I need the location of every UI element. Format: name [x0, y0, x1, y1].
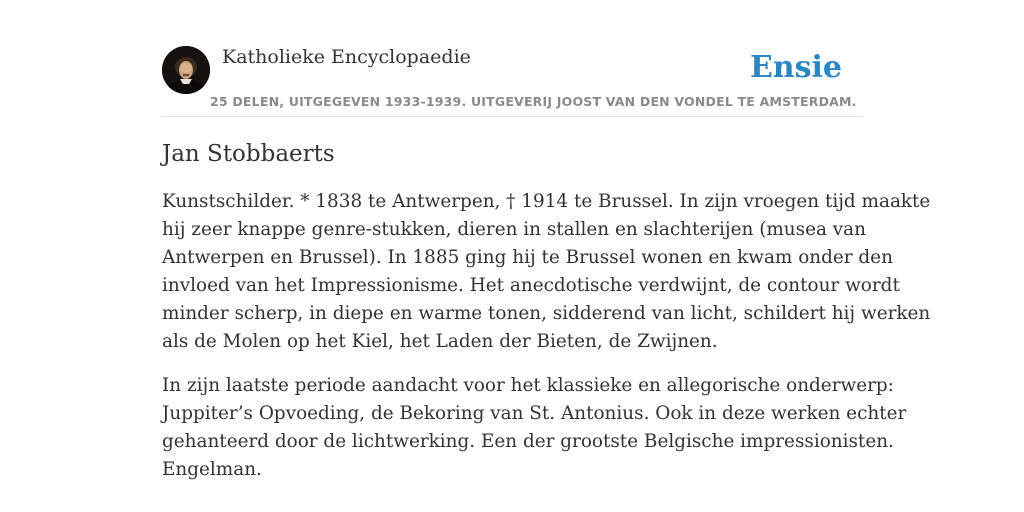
article-paragraph-2 [162, 372, 907, 484]
text-line: In zijn laatste periode aandacht voor het klassieke en allegorische onderwerp: [162, 375, 894, 396]
publication-description: 25 DELEN, UITGEGEVEN 1933-1939. UITGEVERIJ JOOST VAN DEN VONDEL TE AMSTERDAM. [210, 94, 857, 109]
text-line: invloed van het Impressionisme. Het anecdotische verdwijnt, de contour wordt [162, 275, 900, 296]
portrait-avatar-icon[interactable] [162, 46, 210, 94]
publication-name[interactable]: Katholieke Encyclopaedie [222, 46, 471, 68]
article-paragraph-1 [162, 188, 931, 356]
article [162, 138, 931, 500]
text-line: Antwerpen en Brussel). In 1885 ging hij te Brussel wonen en kwam onder den [162, 247, 893, 268]
text-line: als de Molen op het Kiel, het Laden der Bieten, de Zwijnen. [162, 331, 718, 352]
publication-header [162, 40, 862, 117]
article-title: Jan Stobbaerts [162, 141, 335, 167]
text-line: Juppiter’s Opvoeding, de Bekoring van St. Antonius. Ook in deze werken echter [162, 403, 907, 424]
text-line: minder scherp, in diepe en warme tonen, sidderend van licht, schildert hij werken [162, 303, 931, 324]
text-line: Engelman. [162, 459, 262, 480]
brand-logo-link[interactable]: Ensie [749, 50, 842, 85]
text-line: Kunstschilder. * 1838 te Antwerpen, † 1914 te Brussel. In zijn vroegen tijd maakte [162, 191, 931, 212]
text-line: gehanteerd door de lichtwerking. Een der grootste Belgische impressionisten. [162, 431, 894, 452]
text-line: hij zeer knappe genre-stukken, dieren in stallen en slachterijen (musea van [162, 219, 866, 240]
